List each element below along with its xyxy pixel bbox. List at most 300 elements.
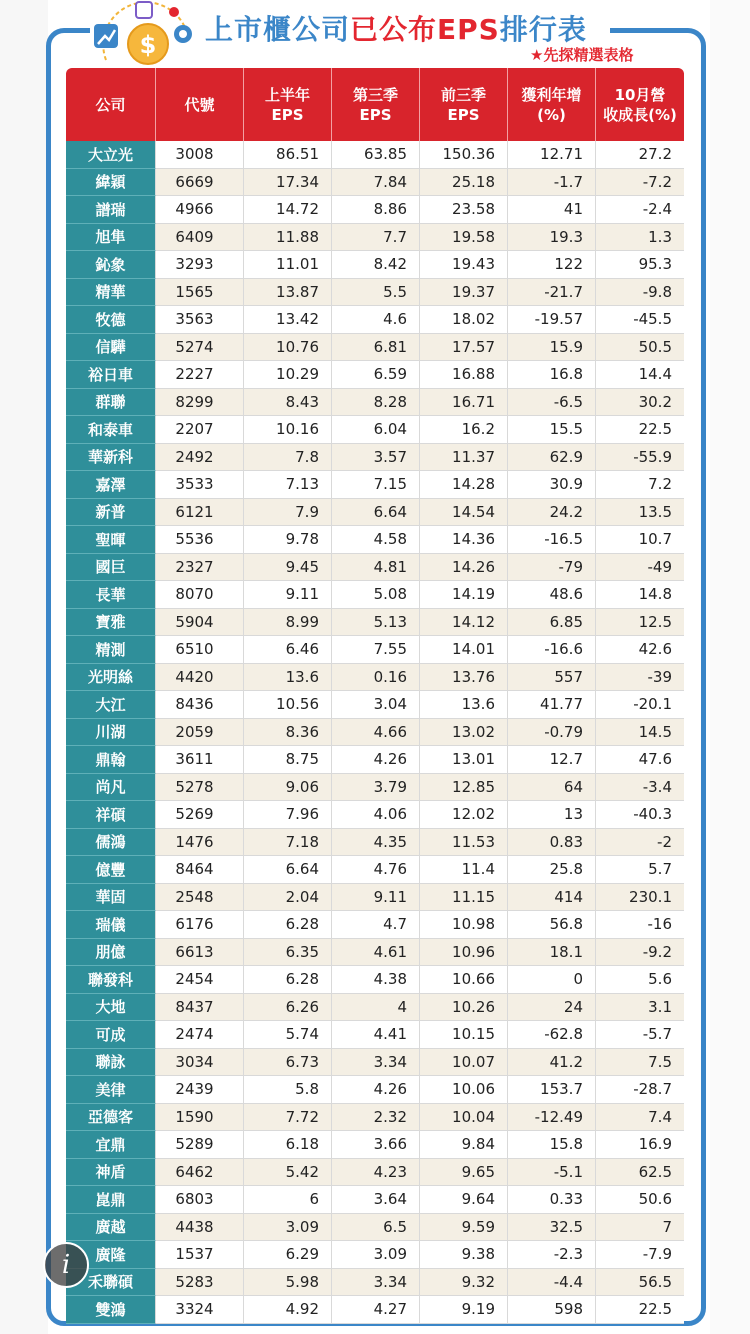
value-cell: 9.19: [420, 1296, 508, 1324]
value-cell: 7: [596, 1214, 684, 1242]
value-cell: 4.66: [332, 719, 420, 747]
stock-code-cell: 2227: [156, 361, 244, 389]
company-name-cell: 光明絲: [66, 664, 156, 692]
table-row: [66, 416, 684, 444]
value-cell: 16.71: [420, 389, 508, 417]
value-cell: 24.2: [508, 499, 596, 527]
company-name-cell: 大地: [66, 994, 156, 1022]
value-cell: 5.08: [332, 581, 420, 609]
column-header: 公司: [66, 68, 156, 141]
value-cell: 10.66: [420, 966, 508, 994]
stock-code-cell: 5904: [156, 609, 244, 637]
value-cell: 30.2: [596, 389, 684, 417]
column-header: 代號: [156, 68, 244, 141]
value-cell: 5.74: [244, 1021, 332, 1049]
company-name-cell: 群聯: [66, 389, 156, 417]
company-name-cell: 精華: [66, 279, 156, 307]
company-name-cell: 聖暉: [66, 526, 156, 554]
company-name-cell: 廣隆: [66, 1241, 156, 1269]
value-cell: 19.3: [508, 224, 596, 252]
value-cell: 6.29: [244, 1241, 332, 1269]
company-name-cell: 鈊象: [66, 251, 156, 279]
table-row: [66, 1269, 684, 1297]
value-cell: 23.58: [420, 196, 508, 224]
company-name-cell: 華固: [66, 884, 156, 912]
company-name-cell: 新普: [66, 499, 156, 527]
company-name-cell: 聯發科: [66, 966, 156, 994]
company-name-cell: 廣越: [66, 1214, 156, 1242]
value-cell: 7.5: [596, 1049, 684, 1077]
table-row: [66, 994, 684, 1022]
value-cell: 4.38: [332, 966, 420, 994]
stock-code-cell: 4966: [156, 196, 244, 224]
value-cell: -0.79: [508, 719, 596, 747]
table-row: [66, 389, 684, 417]
value-cell: 7.4: [596, 1104, 684, 1132]
value-cell: 9.65: [420, 1159, 508, 1187]
value-cell: 6.35: [244, 939, 332, 967]
value-cell: 3.04: [332, 691, 420, 719]
stock-code-cell: 1537: [156, 1241, 244, 1269]
value-cell: 557: [508, 664, 596, 692]
stock-code-cell: 1590: [156, 1104, 244, 1132]
company-name-cell: 緯穎: [66, 169, 156, 197]
value-cell: -62.8: [508, 1021, 596, 1049]
column-header: 上半年 EPS: [244, 68, 332, 141]
value-cell: 153.7: [508, 1076, 596, 1104]
table-row: [66, 1104, 684, 1132]
value-cell: 3.09: [332, 1241, 420, 1269]
value-cell: 14.19: [420, 581, 508, 609]
table-row: [66, 141, 684, 169]
value-cell: 0.83: [508, 829, 596, 857]
value-cell: 10.07: [420, 1049, 508, 1077]
stock-code-cell: 6121: [156, 499, 244, 527]
table-row: [66, 471, 684, 499]
value-cell: 86.51: [244, 141, 332, 169]
value-cell: -40.3: [596, 801, 684, 829]
company-name-cell: 大立光: [66, 141, 156, 169]
value-cell: -3.4: [596, 774, 684, 802]
table-row: [66, 279, 684, 307]
table-row: [66, 939, 684, 967]
stock-code-cell: 1565: [156, 279, 244, 307]
stock-code-cell: 8299: [156, 389, 244, 417]
stock-code-cell: 3611: [156, 746, 244, 774]
table-row: [66, 581, 684, 609]
value-cell: 12.71: [508, 141, 596, 169]
chart-coin-logo-icon: [88, 0, 198, 68]
value-cell: 10.98: [420, 911, 508, 939]
value-cell: 6.46: [244, 636, 332, 664]
value-cell: 9.38: [420, 1241, 508, 1269]
value-cell: 7.13: [244, 471, 332, 499]
value-cell: 12.5: [596, 609, 684, 637]
value-cell: 3.34: [332, 1049, 420, 1077]
value-cell: 4.76: [332, 856, 420, 884]
value-cell: 6.5: [332, 1214, 420, 1242]
value-cell: 50.5: [596, 334, 684, 362]
value-cell: 6.64: [332, 499, 420, 527]
stock-code-cell: 2474: [156, 1021, 244, 1049]
info-icon[interactable]: i: [43, 1242, 89, 1288]
stock-code-cell: 2439: [156, 1076, 244, 1104]
value-cell: 10.29: [244, 361, 332, 389]
stock-code-cell: 3008: [156, 141, 244, 169]
table-row: [66, 1131, 684, 1159]
value-cell: 14.5: [596, 719, 684, 747]
stock-code-cell: 2207: [156, 416, 244, 444]
value-cell: 5.98: [244, 1269, 332, 1297]
stock-code-cell: 2327: [156, 554, 244, 582]
value-cell: 9.59: [420, 1214, 508, 1242]
company-name-cell: 朋億: [66, 939, 156, 967]
value-cell: 8.86: [332, 196, 420, 224]
company-name-cell: 裕日車: [66, 361, 156, 389]
value-cell: 10.04: [420, 1104, 508, 1132]
value-cell: 8.42: [332, 251, 420, 279]
value-cell: 6.64: [244, 856, 332, 884]
value-cell: 7.96: [244, 801, 332, 829]
table-row: [66, 1021, 684, 1049]
value-cell: 6: [244, 1186, 332, 1214]
table-row: [66, 1049, 684, 1077]
value-cell: 4.92: [244, 1296, 332, 1324]
value-cell: 6.81: [332, 334, 420, 362]
value-cell: 4.23: [332, 1159, 420, 1187]
table-row: [66, 499, 684, 527]
eps-table: [66, 68, 684, 1324]
value-cell: -4.4: [508, 1269, 596, 1297]
stock-code-cell: 5274: [156, 334, 244, 362]
company-name-cell: 寶雅: [66, 609, 156, 637]
company-name-cell: 祥碩: [66, 801, 156, 829]
value-cell: 10.56: [244, 691, 332, 719]
value-cell: 50.6: [596, 1186, 684, 1214]
stock-code-cell: 8464: [156, 856, 244, 884]
stock-code-cell: 2059: [156, 719, 244, 747]
value-cell: 4: [332, 994, 420, 1022]
value-cell: 12.02: [420, 801, 508, 829]
value-cell: 5.6: [596, 966, 684, 994]
company-name-cell: 神盾: [66, 1159, 156, 1187]
value-cell: 14.12: [420, 609, 508, 637]
table-row: [66, 1241, 684, 1269]
value-cell: 414: [508, 884, 596, 912]
value-cell: 598: [508, 1296, 596, 1324]
table-row: [66, 1296, 684, 1324]
stock-code-cell: 6613: [156, 939, 244, 967]
stock-code-cell: 6176: [156, 911, 244, 939]
value-cell: 1.3: [596, 224, 684, 252]
stock-code-cell: 3034: [156, 1049, 244, 1077]
value-cell: 7.55: [332, 636, 420, 664]
value-cell: -45.5: [596, 306, 684, 334]
table-row: [66, 664, 684, 692]
company-name-cell: 信驊: [66, 334, 156, 362]
value-cell: 3.57: [332, 444, 420, 472]
value-cell: 7.8: [244, 444, 332, 472]
table-row: [66, 801, 684, 829]
value-cell: 8.43: [244, 389, 332, 417]
value-cell: 3.1: [596, 994, 684, 1022]
company-name-cell: 鼎翰: [66, 746, 156, 774]
company-name-cell: 長華: [66, 581, 156, 609]
value-cell: 6.04: [332, 416, 420, 444]
stock-code-cell: 5536: [156, 526, 244, 554]
value-cell: 62.5: [596, 1159, 684, 1187]
value-cell: 9.06: [244, 774, 332, 802]
table-row: [66, 719, 684, 747]
value-cell: 9.11: [332, 884, 420, 912]
value-cell: 95.3: [596, 251, 684, 279]
value-cell: 3.66: [332, 1131, 420, 1159]
value-cell: 41.2: [508, 1049, 596, 1077]
left-margin: [0, 0, 48, 1334]
value-cell: -16: [596, 911, 684, 939]
value-cell: -16.6: [508, 636, 596, 664]
company-name-cell: 美律: [66, 1076, 156, 1104]
value-cell: 11.4: [420, 856, 508, 884]
value-cell: -2: [596, 829, 684, 857]
table-row: [66, 884, 684, 912]
value-cell: 7.2: [596, 471, 684, 499]
value-cell: 27.2: [596, 141, 684, 169]
value-cell: -7.9: [596, 1241, 684, 1269]
value-cell: -49: [596, 554, 684, 582]
value-cell: 22.5: [596, 416, 684, 444]
stock-code-cell: 5289: [156, 1131, 244, 1159]
title-part-3: 排行表: [499, 13, 587, 46]
value-cell: 4.6: [332, 306, 420, 334]
company-name-cell: 牧德: [66, 306, 156, 334]
column-header: 10月營 收成長(%): [603, 85, 677, 124]
column-header: 獲利年增 (%): [508, 68, 596, 141]
value-cell: 10.96: [420, 939, 508, 967]
value-cell: 14.26: [420, 554, 508, 582]
value-cell: 150.36: [420, 141, 508, 169]
stock-code-cell: 3533: [156, 471, 244, 499]
subtitle: ★先探精選表格: [530, 46, 634, 64]
company-name-cell: 崑鼎: [66, 1186, 156, 1214]
stock-code-cell: 6462: [156, 1159, 244, 1187]
value-cell: 14.36: [420, 526, 508, 554]
company-name-cell: 大江: [66, 691, 156, 719]
stock-code-cell: 6510: [156, 636, 244, 664]
value-cell: 6.18: [244, 1131, 332, 1159]
company-name-cell: 譜瑞: [66, 196, 156, 224]
value-cell: -21.7: [508, 279, 596, 307]
value-cell: 11.37: [420, 444, 508, 472]
value-cell: 4.81: [332, 554, 420, 582]
table-row: [66, 746, 684, 774]
stock-code-cell: 3324: [156, 1296, 244, 1324]
column-header: 前三季 EPS: [420, 68, 508, 141]
company-name-cell: 國巨: [66, 554, 156, 582]
value-cell: 4.61: [332, 939, 420, 967]
svg-text:$: $: [139, 31, 157, 59]
value-cell: 7.72: [244, 1104, 332, 1132]
value-cell: 19.43: [420, 251, 508, 279]
value-cell: 64: [508, 774, 596, 802]
table-row: [66, 966, 684, 994]
stock-code-cell: 6409: [156, 224, 244, 252]
value-cell: -79: [508, 554, 596, 582]
company-name-cell: 億豐: [66, 856, 156, 884]
value-cell: 4.27: [332, 1296, 420, 1324]
value-cell: 8.75: [244, 746, 332, 774]
title-part-2: 已公布EPS: [350, 13, 500, 46]
table-row: [66, 1076, 684, 1104]
table-row: [66, 1186, 684, 1214]
table-row: [66, 334, 684, 362]
value-cell: 4.26: [332, 1076, 420, 1104]
value-cell: 4.58: [332, 526, 420, 554]
value-cell: 15.5: [508, 416, 596, 444]
table-row: [66, 691, 684, 719]
value-cell: 3.64: [332, 1186, 420, 1214]
company-name-cell: 精測: [66, 636, 156, 664]
value-cell: 14.72: [244, 196, 332, 224]
value-cell: 4.06: [332, 801, 420, 829]
column-header: 第三季 EPS: [332, 68, 420, 141]
value-cell: 122: [508, 251, 596, 279]
value-cell: 9.78: [244, 526, 332, 554]
table-row: [66, 1214, 684, 1242]
value-cell: 3.09: [244, 1214, 332, 1242]
value-cell: 14.01: [420, 636, 508, 664]
value-cell: 62.9: [508, 444, 596, 472]
stock-code-cell: 8437: [156, 994, 244, 1022]
value-cell: 12.7: [508, 746, 596, 774]
table-header: [66, 68, 684, 141]
value-cell: 13.76: [420, 664, 508, 692]
value-cell: 5.42: [244, 1159, 332, 1187]
value-cell: 14.54: [420, 499, 508, 527]
stock-code-cell: 6803: [156, 1186, 244, 1214]
table-row: [66, 774, 684, 802]
value-cell: 56.5: [596, 1269, 684, 1297]
table-row: [66, 856, 684, 884]
value-cell: 7.9: [244, 499, 332, 527]
table-row: [66, 911, 684, 939]
company-name-cell: 可成: [66, 1021, 156, 1049]
value-cell: 17.34: [244, 169, 332, 197]
value-cell: 4.41: [332, 1021, 420, 1049]
table-row: [66, 224, 684, 252]
value-cell: 0.33: [508, 1186, 596, 1214]
value-cell: 9.32: [420, 1269, 508, 1297]
value-cell: 6.85: [508, 609, 596, 637]
value-cell: 18.1: [508, 939, 596, 967]
company-name-cell: 尚凡: [66, 774, 156, 802]
value-cell: 16.88: [420, 361, 508, 389]
value-cell: 4.7: [332, 911, 420, 939]
value-cell: 4.26: [332, 746, 420, 774]
value-cell: 6.28: [244, 966, 332, 994]
stock-code-cell: 3293: [156, 251, 244, 279]
value-cell: 3.79: [332, 774, 420, 802]
value-cell: 42.6: [596, 636, 684, 664]
value-cell: 11.15: [420, 884, 508, 912]
table-row: [66, 444, 684, 472]
value-cell: 5.13: [332, 609, 420, 637]
value-cell: 56.8: [508, 911, 596, 939]
value-cell: 5.7: [596, 856, 684, 884]
company-name-cell: 雙鴻: [66, 1296, 156, 1324]
value-cell: -28.7: [596, 1076, 684, 1104]
value-cell: 24: [508, 994, 596, 1022]
value-cell: 11.88: [244, 224, 332, 252]
value-cell: 41.77: [508, 691, 596, 719]
value-cell: 7.18: [244, 829, 332, 857]
value-cell: 32.5: [508, 1214, 596, 1242]
company-name-cell: 旭隼: [66, 224, 156, 252]
value-cell: 13.02: [420, 719, 508, 747]
value-cell: -20.1: [596, 691, 684, 719]
table-row: [66, 1159, 684, 1187]
value-cell: 13.87: [244, 279, 332, 307]
stock-code-cell: 6669: [156, 169, 244, 197]
stock-code-cell: 3563: [156, 306, 244, 334]
value-cell: 16.9: [596, 1131, 684, 1159]
stock-code-cell: 2492: [156, 444, 244, 472]
value-cell: 14.28: [420, 471, 508, 499]
value-cell: 9.64: [420, 1186, 508, 1214]
value-cell: 13.01: [420, 746, 508, 774]
value-cell: -1.7: [508, 169, 596, 197]
value-cell: 15.8: [508, 1131, 596, 1159]
value-cell: 13.42: [244, 306, 332, 334]
value-cell: 6.28: [244, 911, 332, 939]
value-cell: -7.2: [596, 169, 684, 197]
table-row: [66, 169, 684, 197]
value-cell: 15.9: [508, 334, 596, 362]
value-cell: -5.7: [596, 1021, 684, 1049]
company-name-cell: 華新科: [66, 444, 156, 472]
value-cell: -16.5: [508, 526, 596, 554]
value-cell: 5.8: [244, 1076, 332, 1104]
value-cell: 230.1: [596, 884, 684, 912]
stock-code-cell: 2454: [156, 966, 244, 994]
title-part-1: 上市櫃公司: [205, 13, 351, 46]
stock-code-cell: 4420: [156, 664, 244, 692]
value-cell: 18.02: [420, 306, 508, 334]
table-row: [66, 196, 684, 224]
value-cell: 6.26: [244, 994, 332, 1022]
value-cell: 19.58: [420, 224, 508, 252]
value-cell: 22.5: [596, 1296, 684, 1324]
value-cell: 10.26: [420, 994, 508, 1022]
value-cell: 25.18: [420, 169, 508, 197]
value-cell: 14.8: [596, 581, 684, 609]
value-cell: 2.04: [244, 884, 332, 912]
company-name-cell: 宜鼎: [66, 1131, 156, 1159]
table-row: [66, 636, 684, 664]
value-cell: 5.5: [332, 279, 420, 307]
company-name-cell: 儒鴻: [66, 829, 156, 857]
value-cell: 9.84: [420, 1131, 508, 1159]
value-cell: 13.6: [420, 691, 508, 719]
stock-code-cell: 8070: [156, 581, 244, 609]
value-cell: 11.01: [244, 251, 332, 279]
value-cell: 0: [508, 966, 596, 994]
value-cell: 13.6: [244, 664, 332, 692]
value-cell: 16.8: [508, 361, 596, 389]
value-cell: 10.7: [596, 526, 684, 554]
value-cell: -9.2: [596, 939, 684, 967]
value-cell: 13: [508, 801, 596, 829]
